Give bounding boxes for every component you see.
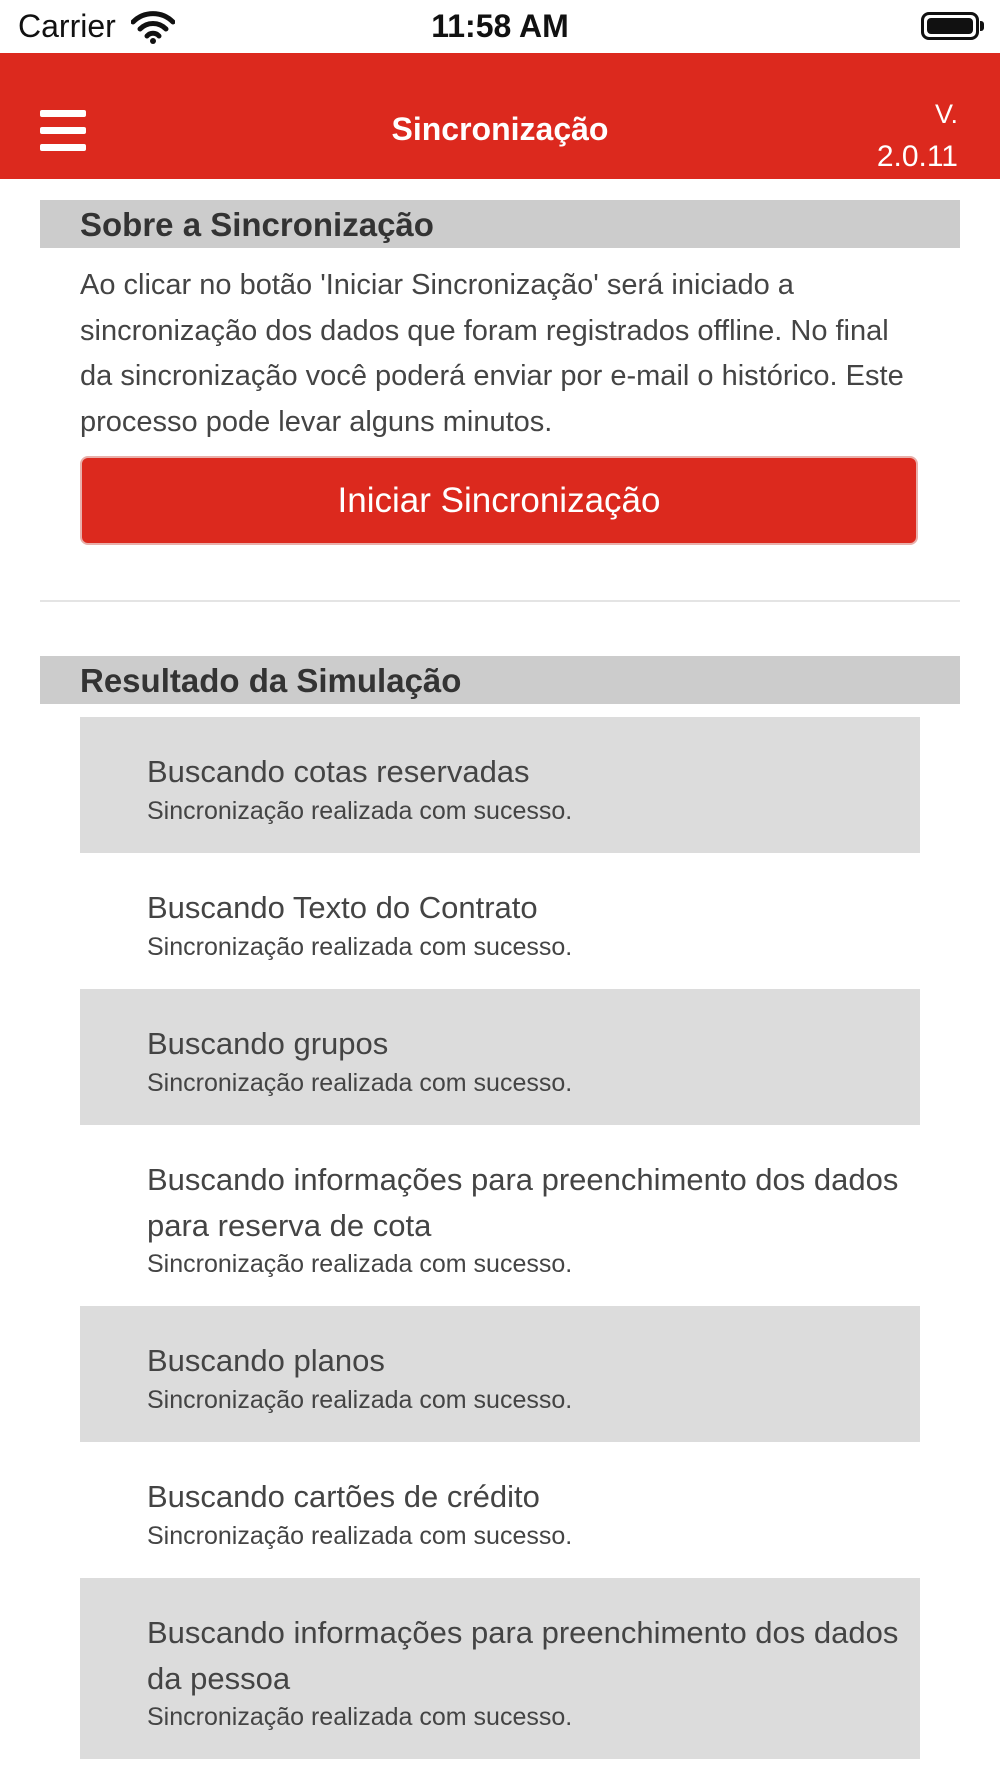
result-section-header: [40, 656, 960, 704]
result-item-dados-pessoa: [80, 1578, 920, 1759]
result-item-grupos: [80, 989, 920, 1125]
result-status: Sincronização realizada com sucesso.: [147, 1385, 573, 1414]
result-item-cartoes-credito: [80, 1442, 920, 1578]
clock: 11:58 AM: [431, 8, 569, 44]
result-status: Sincronização realizada com sucesso.: [147, 1250, 573, 1278]
result-item-planos: [80, 1306, 920, 1442]
result-status: Sincronização realizada com sucesso.: [147, 796, 573, 825]
result-status: Sincronização realizada com sucesso.: [147, 1521, 573, 1550]
result-title: Buscando grupos: [147, 1026, 389, 1061]
about-section-header: [40, 200, 960, 248]
about-section-title: Sobre a Sincronização: [80, 206, 434, 243]
result-section-title: Resultado da Simulação: [80, 662, 462, 699]
result-item-texto-contrato: [80, 853, 920, 989]
result-title: Buscando informações para preenchimento dos dados da pessoa: [147, 1615, 899, 1696]
result-item-reserva-cota: [80, 1125, 920, 1306]
result-title: Buscando Texto do Contrato: [147, 890, 538, 925]
page-title: Sincronização: [391, 111, 609, 147]
result-item-cotas-reservadas: [80, 717, 920, 853]
about-description: Ao clicar no botão 'Iniciar Sincronização' será iniciado a sincronização dos dados que foram registrados offline. No final da sincronização você poderá enviar por e-mail o histórico. Este processo pode levar alguns minutos.: [80, 269, 904, 438]
version-prefix: V.: [934, 99, 958, 129]
result-title: Buscando planos: [147, 1343, 385, 1378]
result-title: Buscando informações para preenchimento dos dados para reserva de cota: [147, 1162, 899, 1243]
result-list: [80, 717, 920, 1759]
status-bar: [0, 0, 1000, 53]
start-sync-button[interactable]: Iniciar Sincronização: [80, 456, 918, 545]
result-title: Buscando cartões de crédito: [147, 1479, 540, 1514]
section-divider: [40, 600, 960, 602]
nav-bar: [0, 53, 1000, 179]
result-status: Sincronização realizada com sucesso.: [147, 1068, 573, 1097]
result-status: Sincronização realizada com sucesso.: [147, 1703, 573, 1731]
battery-icon: [921, 12, 979, 40]
version-number: 2.0.11: [876, 140, 958, 173]
result-status: Sincronização realizada com sucesso.: [147, 932, 573, 961]
carrier-label: Carrier: [18, 8, 116, 44]
battery-tip: [980, 21, 984, 31]
result-title: Buscando cotas reservadas: [147, 754, 530, 789]
